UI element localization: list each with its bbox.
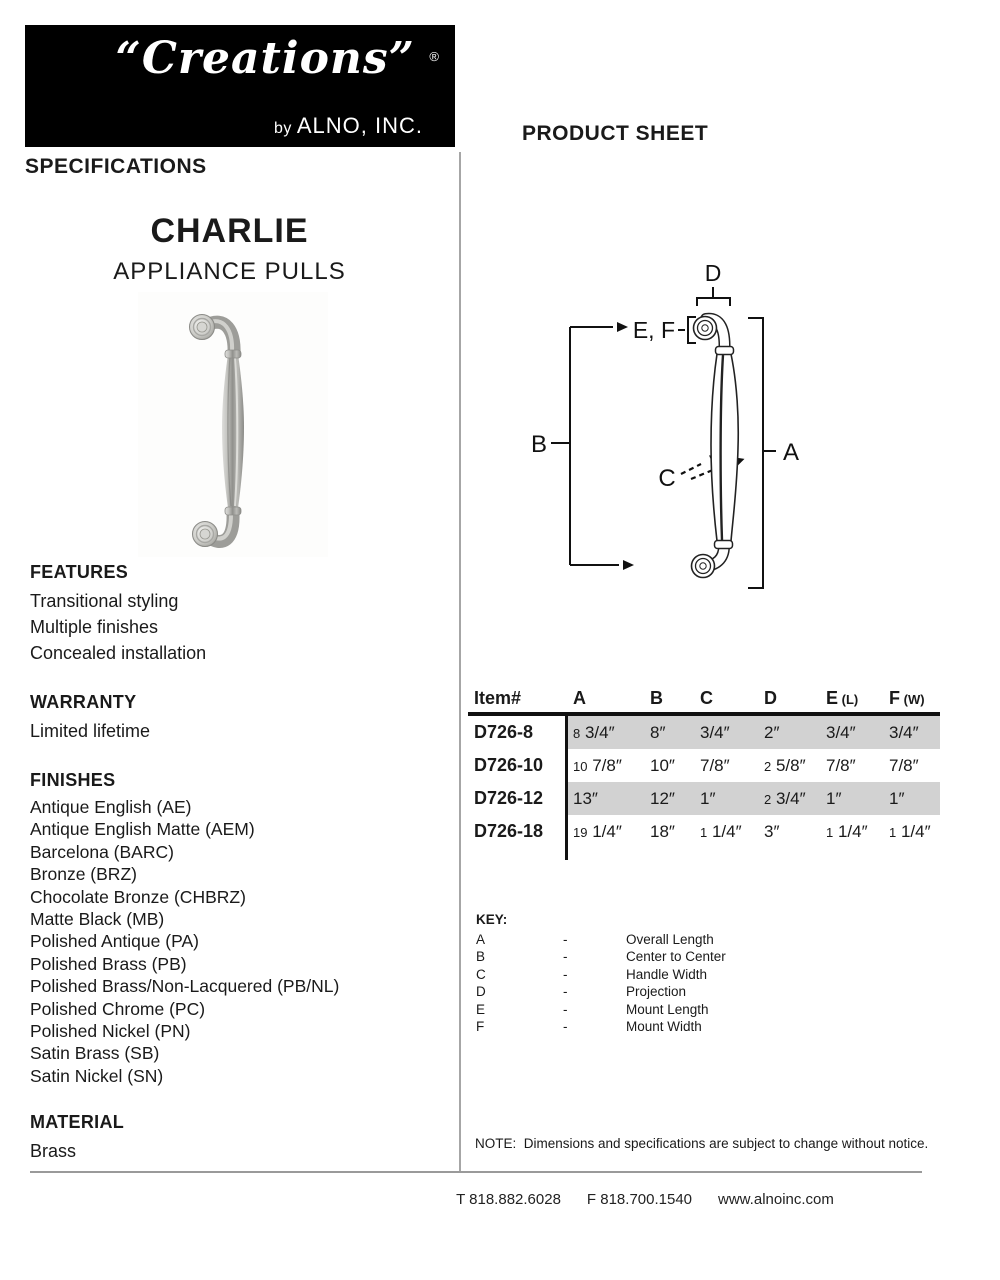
column-header: Item# <box>474 688 522 708</box>
dimension-value: 1 1/4″ <box>700 821 742 841</box>
finish-item: Polished Nickel (PN) <box>30 1021 191 1042</box>
features-section <box>30 562 206 666</box>
key-entry <box>476 931 726 948</box>
dimension-whole: 19 <box>573 824 588 840</box>
dimension-whole: 2 <box>764 791 772 807</box>
table-row <box>468 749 940 782</box>
key-title: KEY: <box>476 912 508 927</box>
key-dash: - <box>563 984 568 1000</box>
column-header: F (W) <box>889 688 925 708</box>
features-list <box>30 588 206 666</box>
material-section <box>30 1112 124 1164</box>
dimension-value: 1″ <box>826 788 842 808</box>
brand-byline-company: ALNO, INC. <box>296 113 423 138</box>
dimension-value: 10″ <box>650 755 675 775</box>
arrowhead <box>617 322 628 332</box>
handle-line-art <box>692 317 739 578</box>
table-row <box>468 815 940 848</box>
dim-label-a: A <box>783 439 800 466</box>
dimension-value: 19 1/4″ <box>573 821 622 841</box>
dimension-value: 1″ <box>700 788 716 808</box>
dimension-whole: 10 <box>573 758 588 774</box>
footer-website: www.alnoinc.com <box>718 1191 834 1208</box>
key-desc: Center to Center <box>626 949 726 965</box>
dimension-value: 3/4″ <box>826 722 856 742</box>
dimension-whole: 1 <box>700 824 708 840</box>
finish-item: Bronze (BRZ) <box>30 864 137 885</box>
dimension-value: 2 3/4″ <box>764 788 806 808</box>
dimension-value: 10 7/8″ <box>573 755 622 775</box>
item-number: D726-8 <box>474 722 534 742</box>
feature-item: Concealed installation <box>30 643 207 663</box>
dimension-value: 7/8″ <box>700 755 730 775</box>
footer-phone-f: F 818.700.1540 <box>586 1191 693 1208</box>
warranty-heading: WARRANTY <box>30 692 137 712</box>
table-row <box>468 716 940 749</box>
dimension-value: 3/4″ <box>700 722 730 742</box>
finish-item: Antique English Matte (AEM) <box>30 819 255 840</box>
dimension-value: 7/8″ <box>826 755 856 775</box>
column-header: C <box>700 688 713 708</box>
finish-item: Polished Brass (PB) <box>30 953 187 974</box>
dimension-value: 1″ <box>889 788 905 808</box>
finishes-heading: FINISHES <box>30 770 116 790</box>
warranty-section <box>30 692 150 744</box>
arrowhead <box>623 560 634 570</box>
product-name: CHARLIE <box>150 212 309 250</box>
finish-item: Polished Brass/Non-Lacquered (PB/NL) <box>30 976 340 997</box>
column-header: A <box>573 688 586 708</box>
dimension-value: 13″ <box>573 788 598 808</box>
dimension-whole: 1 <box>826 824 834 840</box>
column-header-suffix: (L) <box>838 692 859 707</box>
dimension-value: 1 1/4″ <box>826 821 868 841</box>
finish-item: Polished Chrome (PC) <box>30 998 206 1019</box>
dimension-value: 8″ <box>650 722 666 742</box>
key-dash: - <box>563 966 568 982</box>
finish-item: Polished Antique (PA) <box>30 931 199 952</box>
key-entry <box>476 966 726 983</box>
brand-byline <box>274 113 423 139</box>
warranty-item: Limited lifetime <box>30 721 151 741</box>
dim-label-b: B <box>530 431 547 458</box>
key-desc: Mount Length <box>626 1001 709 1017</box>
key-entry <box>476 1018 726 1035</box>
key-entry <box>476 1001 726 1018</box>
finish-item: Satin Brass (SB) <box>30 1043 160 1064</box>
key-rows <box>476 931 726 1035</box>
column-header-suffix: (W) <box>900 692 925 707</box>
key-dash: - <box>563 949 568 965</box>
feature-item: Multiple finishes <box>30 617 159 637</box>
feature-item: Transitional styling <box>30 591 179 611</box>
vertical-divider <box>459 152 461 1171</box>
dimension-value: 7/8″ <box>889 755 919 775</box>
key-desc: Handle Width <box>626 966 708 982</box>
dimension-value: 18″ <box>650 821 675 841</box>
key-entry <box>476 948 726 965</box>
column-header: B <box>650 688 663 708</box>
key-entry <box>476 983 726 1000</box>
brand-byline-by: by <box>274 120 292 137</box>
key-desc: Projection <box>626 984 687 1000</box>
dimension-whole: 8 <box>573 725 581 741</box>
key-code: A <box>476 932 486 947</box>
key-desc: Overall Length <box>626 932 714 947</box>
finish-item: Chocolate Bronze (CHBRZ) <box>30 886 246 907</box>
item-number: D726-12 <box>474 788 544 808</box>
key-dash: - <box>563 1019 568 1035</box>
item-number: D726-18 <box>474 821 544 841</box>
table-row <box>468 782 940 815</box>
dimension-value: 12″ <box>650 788 675 808</box>
key-legend <box>476 912 726 1035</box>
dim-label-ef: E, F <box>632 317 675 343</box>
note: NOTE: Dimensions and specifications are subject to change without notice. <box>475 1136 929 1151</box>
dimension-value: 8 3/4″ <box>573 722 615 742</box>
dim-label-c: C <box>658 465 676 492</box>
product-subtitle: APPLIANCE PULLS <box>113 258 346 285</box>
finish-item: Barcelona (BARC) <box>30 841 174 862</box>
key-dash: - <box>563 1001 568 1017</box>
key-code: D <box>476 984 486 1000</box>
table-vertical-rule <box>565 716 568 860</box>
dimension-value: 2″ <box>764 722 780 742</box>
column-header: D <box>764 688 777 708</box>
finishes-list <box>30 796 339 1087</box>
warranty-list <box>30 718 150 744</box>
finish-item: Matte Black (MB) <box>30 909 165 930</box>
dimension-whole: 1 <box>889 824 897 840</box>
product-sheet-title: PRODUCT SHEET <box>522 122 709 145</box>
key-code: F <box>476 1019 485 1035</box>
key-dash: - <box>563 932 568 947</box>
finish-item: Antique English (AE) <box>30 797 192 817</box>
finish-item: Satin Nickel (SN) <box>30 1065 164 1086</box>
material-item: Brass <box>30 1141 77 1161</box>
column-header: E (L) <box>826 688 859 708</box>
dimension-value: 3/4″ <box>889 722 919 742</box>
size-table <box>468 688 940 848</box>
item-number: D726-10 <box>474 755 544 775</box>
footer <box>455 1191 835 1208</box>
table-header-row <box>468 688 940 712</box>
dimension-value: 3″ <box>764 821 780 841</box>
dimension-whole: 2 <box>764 758 772 774</box>
finishes-section <box>30 770 339 1087</box>
material-heading: MATERIAL <box>30 1112 125 1132</box>
horizontal-rule <box>30 1171 922 1173</box>
dim-label-d: D <box>704 260 722 286</box>
product-photo <box>138 292 328 558</box>
brand-logo <box>25 25 455 147</box>
dimension-diagram <box>495 253 825 603</box>
key-code: B <box>476 949 486 965</box>
features-heading: FEATURES <box>30 562 129 582</box>
specifications-title: SPECIFICATIONS <box>25 155 207 178</box>
key-desc: Mount Width <box>626 1019 702 1035</box>
key-code: E <box>476 1001 486 1017</box>
registered-mark: ® <box>429 49 439 64</box>
footer-phone-t: T 818.882.6028 <box>456 1191 561 1208</box>
dimension-value: 2 5/8″ <box>764 755 806 775</box>
brand-logo-script: “Creations” <box>115 33 415 84</box>
table-body <box>468 716 940 848</box>
material-list <box>30 1138 124 1164</box>
key-code: C <box>476 966 486 982</box>
dimension-value: 1 1/4″ <box>889 821 931 841</box>
appliance-pull-photo <box>138 292 328 557</box>
